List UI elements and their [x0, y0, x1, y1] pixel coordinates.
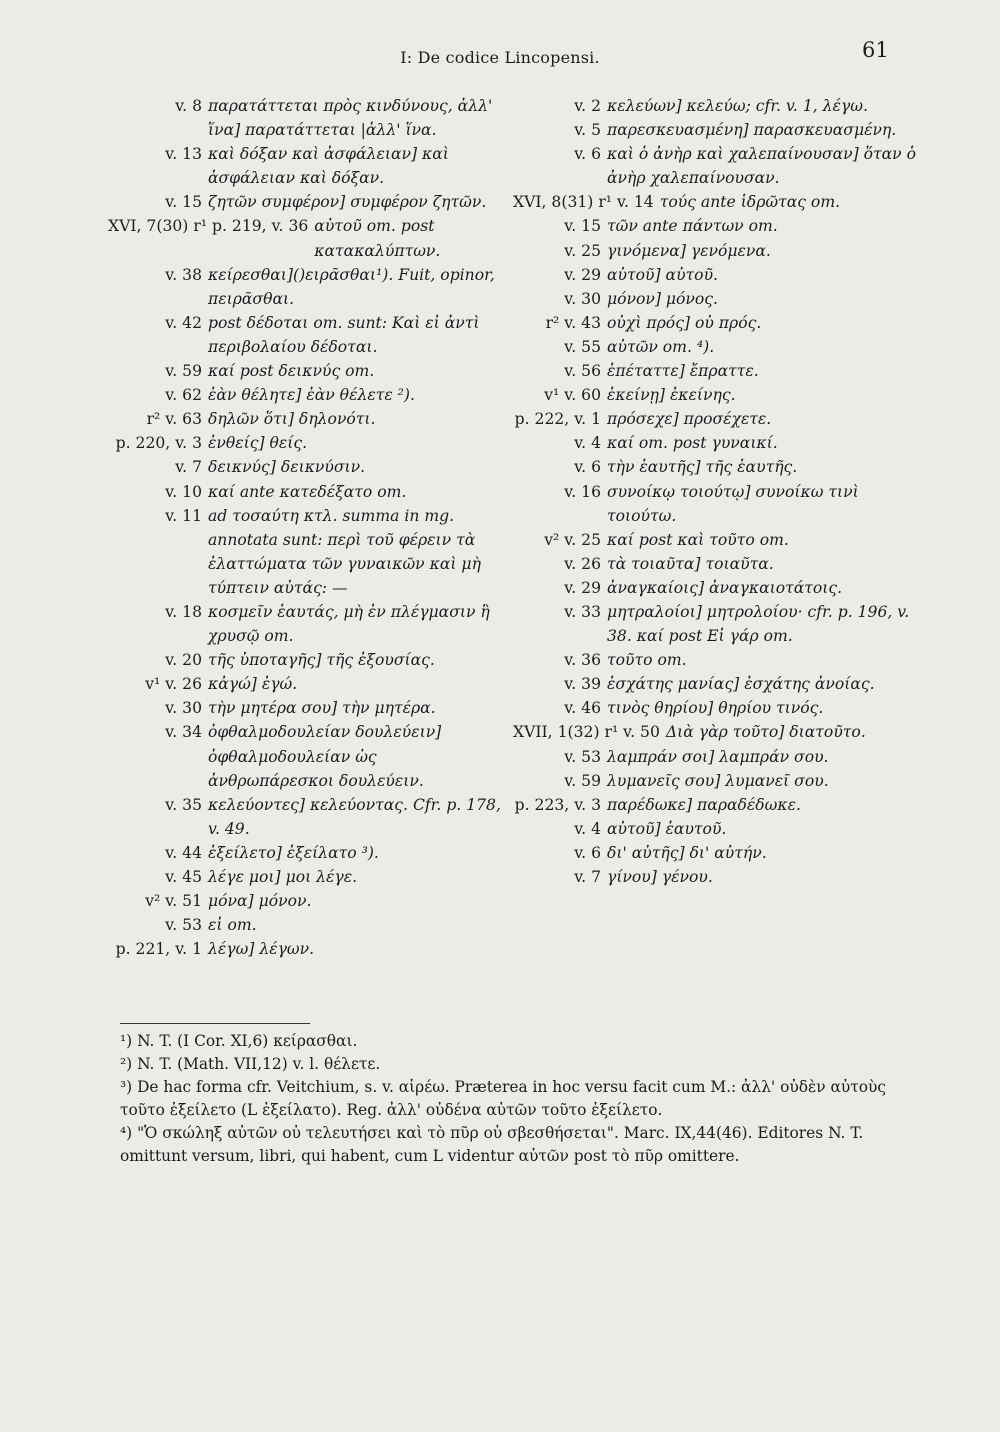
entry-line-ref: v. 25: [564, 530, 601, 549]
entry-prefix: r²: [146, 410, 161, 429]
entry-reference: [108, 214, 314, 238]
entry-text: γινόμενα] γενόμενα.: [607, 241, 771, 260]
entry-line-ref: v. 44: [165, 843, 202, 862]
entry-line-ref: v. 51: [165, 892, 202, 911]
left-column: [108, 94, 503, 961]
apparatus-entry: [108, 142, 503, 190]
entry-reference: [108, 937, 208, 961]
entry-line-ref: v. 60: [564, 386, 601, 405]
entry-reference: [108, 142, 208, 166]
entry-line-ref: v. 56: [564, 362, 601, 381]
entry-prefix: XVI, 7(30) r¹: [108, 217, 208, 236]
apparatus-entry: [108, 431, 503, 455]
apparatus-entry: [513, 552, 918, 576]
entry-text: κείρεσθαι]()ειρᾶσθαι¹). Fuit, opinor, πειρᾶσθαι.: [208, 265, 495, 308]
entry-line-ref: v. 29: [564, 265, 601, 284]
entry-line-ref: v. 14: [617, 193, 654, 212]
apparatus-entry: [513, 190, 918, 214]
entry-text: καί post δεικνύς om.: [208, 362, 375, 381]
apparatus-entry: [513, 672, 918, 696]
apparatus-entry: [513, 720, 918, 744]
entry-line-ref: p. 220, v. 3: [115, 434, 202, 453]
entry-reference: [108, 865, 208, 889]
entry-reference: [513, 745, 607, 769]
entry-text: ἐξείλετο] ἐξείλατο ³).: [208, 843, 379, 862]
entry-line-ref: v. 38: [165, 265, 202, 284]
apparatus-entry: [108, 504, 503, 600]
entry-line-ref: v. 6: [574, 843, 601, 862]
entry-reference: [513, 865, 607, 889]
entry-text: τὴν μητέρα σου] τὴν μητέρα.: [208, 699, 436, 718]
entry-reference: [513, 263, 607, 287]
apparatus-entry: [108, 383, 503, 407]
entry-text: μητραλοίοι] μητρολοίου· cfr. p. 196, v. 38. καί post Εἰ γάρ om.: [607, 602, 910, 646]
entry-line-ref: p. 221, v. 1: [115, 940, 202, 959]
entry-prefix: v²: [145, 892, 161, 911]
apparatus-entry: [108, 263, 503, 311]
apparatus-entry: [108, 190, 503, 214]
entry-text: μόνον] μόνος.: [607, 289, 718, 308]
apparatus-entry: [513, 335, 918, 359]
apparatus-entry: [108, 407, 503, 431]
entry-reference: [513, 335, 607, 359]
entry-line-ref: v. 7: [175, 458, 202, 477]
apparatus-entry: [108, 696, 503, 720]
entry-line-ref: v. 55: [564, 337, 601, 356]
entry-line-ref: v. 18: [165, 602, 202, 621]
entry-reference: [108, 672, 208, 696]
entry-reference: [513, 407, 607, 431]
entry-prefix: v¹: [145, 675, 161, 694]
entry-line-ref: v. 13: [165, 145, 202, 164]
apparatus-entry: [108, 455, 503, 479]
entry-text: παρεσκευασμένη] παρασκευασμένη.: [607, 121, 897, 140]
entry-line-ref: v. 30: [165, 699, 202, 718]
apparatus-entry: [513, 431, 918, 455]
page-number: 61: [862, 38, 889, 62]
entry-prefix: v¹: [544, 386, 560, 405]
apparatus-entry: [513, 455, 918, 479]
entry-reference: [108, 311, 208, 335]
entry-reference: [513, 552, 607, 576]
entry-text: ζητῶν συμφέρον] συμφέρον ζητῶν.: [208, 193, 487, 212]
entry-text: κελεύων] κελεύω; cfr. v. 1, λέγω.: [607, 97, 868, 115]
entry-reference: [513, 600, 607, 624]
apparatus-entry: [513, 817, 918, 841]
entry-text: αὐτῶν om. ⁴).: [607, 337, 715, 356]
entry-line-ref: v. 30: [564, 289, 601, 308]
entry-text: καί post καὶ τοῦτο om.: [607, 530, 789, 549]
right-column: [513, 94, 918, 889]
entry-text: καὶ δόξαν καὶ ἀσφάλειαν] καὶ ἀσφάλειαν καὶ δόξαν.: [208, 145, 449, 188]
apparatus-entry: [108, 480, 503, 504]
entry-reference: [108, 455, 208, 479]
entry-reference: [108, 504, 208, 528]
apparatus-entry: [513, 576, 918, 600]
entry-line-ref: v. 43: [564, 313, 601, 332]
entry-line-ref: v. 59: [564, 771, 601, 790]
entry-line-ref: v. 26: [165, 675, 202, 694]
entry-text: εἰ om.: [208, 916, 257, 935]
entry-line-ref: v. 8: [175, 97, 202, 115]
apparatus-entry: [513, 528, 918, 552]
apparatus-entry: [513, 214, 918, 238]
entry-reference: [108, 720, 208, 744]
entry-line-ref: v. 29: [564, 578, 601, 597]
entry-text: λαμπράν σοι] λαμπράν σου.: [607, 747, 829, 766]
entry-text: καί ante κατεδέξατο om.: [208, 482, 407, 501]
entry-reference: [513, 696, 607, 720]
entry-line-ref: v. 53: [564, 747, 601, 766]
apparatus-entry: [513, 287, 918, 311]
entry-reference: [108, 696, 208, 720]
entry-reference: [108, 889, 208, 913]
apparatus-entry: [513, 94, 918, 118]
entry-text: ἐκείνῃ] ἐκείνης.: [607, 386, 736, 405]
entry-reference: [513, 190, 660, 214]
entry-text: οὐχὶ πρός] οὐ πρός.: [607, 313, 762, 332]
entry-line-ref: v. 35: [165, 795, 202, 814]
apparatus-entry: [108, 214, 503, 262]
apparatus-entry: [513, 263, 918, 287]
entry-reference: [108, 600, 208, 624]
entry-text: τὰ τοιαῦτα] τοιαῦτα.: [607, 554, 774, 573]
entry-line-ref: v. 15: [564, 217, 601, 236]
entry-text: λέγω] λέγων.: [208, 940, 315, 959]
entry-reference: [513, 480, 607, 504]
entry-reference: [513, 118, 607, 142]
entry-line-ref: v. 34: [165, 723, 202, 742]
footnote-4: ⁴) "Ὁ σκώληξ αὐτῶν οὐ τελευτήσει καὶ τὸ πῦρ οὐ σβεσθήσεται". Marc. IX,44(46). Editores N. T. omittunt versum, libri, qui habent, cum L videntur αὐτῶν post τὸ πῦρ omittere.: [120, 1124, 864, 1165]
entry-text: πρόσεχε] προσέχετε.: [607, 410, 772, 429]
entry-text: λέγε μοι] μοι λέγε.: [208, 868, 358, 886]
entry-reference: [108, 793, 208, 817]
entry-text: δηλῶν ὅτι] δηλονότι.: [208, 410, 376, 429]
entry-prefix: v²: [544, 530, 560, 549]
apparatus-entry: [108, 720, 503, 792]
entry-reference: [513, 94, 607, 118]
entry-reference: [108, 190, 208, 214]
entry-text: αὐτοῦ om. post κατακαλύπτων.: [314, 217, 441, 260]
entry-line-ref: v. 36: [564, 651, 601, 670]
entry-line-ref: v. 59: [165, 362, 202, 381]
entry-text: τὴν ἑαυτῆς] τῆς ἑαυτῆς.: [607, 458, 798, 477]
apparatus-entry: [108, 865, 503, 889]
entry-reference: [108, 648, 208, 672]
entry-text: αὐτοῦ] αὐτοῦ.: [607, 265, 719, 284]
entry-text: ἐσχάτης μανίας] ἐσχάτης ἀνοίας.: [607, 675, 875, 694]
apparatus-entry: [513, 118, 918, 142]
apparatus-entry: [513, 383, 918, 407]
apparatus-entry: [108, 672, 503, 696]
entry-text: λυμανεῖς σου] λυμανεῖ σου.: [607, 771, 829, 790]
entry-reference: [108, 359, 208, 383]
apparatus-entry: [513, 648, 918, 672]
entry-line-ref: v. 10: [165, 482, 202, 501]
apparatus-entry: [513, 311, 918, 335]
entry-line-ref: v. 4: [574, 819, 601, 838]
entry-reference: [513, 672, 607, 696]
entry-line-ref: v. 33: [564, 602, 601, 621]
entry-prefix: r²: [545, 313, 560, 332]
entry-text: ἀναγκαίοις] ἀναγκαιοτάτοις.: [607, 578, 843, 597]
entry-line-ref: p. 222, v. 1: [514, 410, 601, 429]
entry-reference: [513, 239, 607, 263]
footnote-3: ³) De hac forma cfr. Veitchium, s. v. αἱρέω. Præterea in hoc versu facit cum M.: ἀλλ' οὐδὲν αὐτοὺς τοῦτο ἐξείλετο (L ἐξείλατο). Reg. ἀλλ' οὐδένα αὐτῶν τοῦτο ἐξείλετο.: [120, 1078, 886, 1119]
entry-text: τοῦτο om.: [607, 651, 687, 670]
entry-reference: [513, 287, 607, 311]
apparatus-entry: [108, 94, 503, 142]
entry-text: καὶ ὁ ἀνὴρ καὶ χαλεπαίνουσαν] ὅταν ὁ ἀνὴρ χαλεπαίνουσαν.: [607, 145, 917, 188]
apparatus-entry: [513, 696, 918, 720]
entry-line-ref: v. 20: [165, 651, 202, 670]
apparatus-entry: [108, 841, 503, 865]
entry-text: post δέδοται om. sunt: Καὶ εἰ ἀντὶ περιβολαίου δέδοται.: [208, 313, 480, 356]
entry-reference: [108, 480, 208, 504]
entry-text: τινὸς θηρίου] θηρίου τινός.: [607, 699, 824, 718]
apparatus-entry: [513, 480, 918, 528]
apparatus-entry: [513, 407, 918, 431]
entry-line-ref: v. 62: [165, 386, 202, 405]
apparatus-entry: [108, 793, 503, 841]
footnotes: [120, 1030, 910, 1168]
entry-line-ref: v. 42: [165, 313, 202, 332]
entry-reference: [513, 383, 607, 407]
entry-reference: [108, 913, 208, 937]
entry-reference: [513, 214, 607, 238]
entry-line-ref: v. 7: [574, 868, 601, 886]
entry-reference: [513, 142, 607, 166]
entry-reference: [108, 263, 208, 287]
entry-line-ref: v. 5: [574, 121, 601, 140]
apparatus-entry: [513, 359, 918, 383]
footnote-separator: [120, 1023, 310, 1024]
entry-text: ὀφθαλμοδουλείαν δουλεύειν] ὀφθαλμοδουλείαν ὡς ἀνθρωπάρεσκοι δουλεύειν.: [208, 723, 442, 790]
entry-text: μόνα] μόνον.: [208, 892, 312, 911]
entry-line-ref: v. 4: [574, 434, 601, 453]
entry-reference: [108, 431, 208, 455]
apparatus-entry: [108, 937, 503, 961]
entry-text: τῶν ante πάντων om.: [607, 217, 778, 236]
apparatus-entry: [108, 359, 503, 383]
apparatus-entry: [513, 142, 918, 190]
apparatus-entry: [108, 311, 503, 359]
entry-reference: [513, 793, 607, 817]
apparatus-entry: [513, 769, 918, 793]
entry-line-ref: v. 6: [574, 145, 601, 164]
apparatus-entry: [513, 239, 918, 263]
entry-reference: [513, 455, 607, 479]
entry-line-ref: v. 53: [165, 916, 202, 935]
entry-reference: [513, 648, 607, 672]
entry-reference: [513, 841, 607, 865]
running-header: I: De codice Lincopensi.: [400, 48, 600, 67]
apparatus-entry: [513, 841, 918, 865]
entry-reference: [513, 576, 607, 600]
entry-prefix: XVI, 8(31) r¹: [513, 193, 613, 212]
footnote-1: ¹) N. T. (I Cor. XI,6) κείρασθαι.: [120, 1032, 358, 1050]
entry-reference: [108, 841, 208, 865]
entry-prefix: XVII, 1(32) r¹: [513, 723, 619, 742]
entry-reference: [108, 94, 208, 118]
entry-reference: [108, 383, 208, 407]
apparatus-entry: [108, 600, 503, 648]
entry-line-ref: v. 63: [165, 410, 202, 429]
entry-reference: [108, 407, 208, 431]
apparatus-entry: [108, 913, 503, 937]
entry-line-ref: p. 223, v. 3: [514, 795, 601, 814]
entry-line-ref: v. 45: [165, 868, 202, 886]
entry-text: δεικνύς] δεικνύσιν.: [208, 458, 366, 477]
entry-line-ref: v. 11: [165, 506, 202, 525]
entry-text: ἐνθείς] θείς.: [208, 434, 308, 453]
entry-text: παρατάττεται πρὸς κινδύνους, ἀλλ' ἵνα] παρατάττεται |ἀλλ' ἵνα.: [208, 97, 493, 140]
entry-reference: [513, 359, 607, 383]
entry-reference: [513, 431, 607, 455]
entry-line-ref: v. 25: [564, 241, 601, 260]
entry-reference: [513, 528, 607, 552]
apparatus-entry: [513, 793, 918, 817]
apparatus-entry: [513, 745, 918, 769]
entry-text: αὐτοῦ] ἑαυτοῦ.: [607, 819, 727, 838]
entry-reference: [513, 769, 607, 793]
entry-text: δι' αὐτῆς] δι' αὐτήν.: [607, 843, 767, 862]
entry-reference: [513, 817, 607, 841]
entry-line-ref: v. 46: [564, 699, 601, 718]
entry-line-ref: v. 50: [623, 723, 660, 742]
entry-text: κελεύοντες] κελεύοντας. Cfr. p. 178, v. 49.: [208, 795, 501, 838]
entry-text: ἐπέταττε] ἔπραττε.: [607, 362, 759, 381]
entry-line-ref: p. 219, v. 36: [212, 217, 309, 236]
entry-text: κοσμεῖν ἑαυτάς, μὴ ἐν πλέγμασιν ἢ χρυσῷ om.: [208, 602, 490, 646]
apparatus-entry: [513, 865, 918, 889]
entry-reference: [513, 311, 607, 335]
apparatus-entry: [108, 889, 503, 913]
apparatus-entry: [513, 600, 918, 648]
entry-text: γίνου] γένου.: [607, 868, 713, 886]
footnote-2: ²) N. T. (Math. VII,12) v. l. θέλετε.: [120, 1055, 381, 1073]
entry-text: ad τοσαύτη κτλ. summa in mg. annotata sunt: περὶ τοῦ φέρειν τὰ ἐλαττώματα τῶν γυναικῶν καὶ μὴ τύπτειν αὐτάς: —: [208, 506, 481, 597]
entry-text: τούς ante ἱδρῶτας om.: [659, 193, 841, 212]
entry-text: ἐὰν θέλητε] ἐὰν θέλετε ²).: [208, 386, 415, 405]
entry-line-ref: v. 39: [564, 675, 601, 694]
entry-text: κἀγώ] ἐγώ.: [208, 675, 298, 694]
entry-text: καί om. post γυναικί.: [607, 434, 778, 453]
entry-line-ref: v. 15: [165, 193, 202, 212]
entry-line-ref: v. 2: [574, 97, 601, 115]
entry-line-ref: v. 16: [564, 482, 601, 501]
entry-text: τῆς ὑποταγῆς] τῆς ἐξουσίας.: [208, 651, 435, 670]
entry-text: συνοίκῳ τοιούτῳ] συνοίκω τινὶ τοιούτω.: [607, 482, 859, 525]
entry-text: Διὰ γὰρ τοῦτο] διατοῦτο.: [665, 723, 866, 742]
entry-line-ref: v. 26: [564, 554, 601, 573]
entry-line-ref: v. 6: [574, 458, 601, 477]
apparatus-entry: [108, 648, 503, 672]
entry-reference: [513, 720, 666, 744]
entry-text: παρέδωκε] παραδέδωκε.: [607, 795, 801, 814]
